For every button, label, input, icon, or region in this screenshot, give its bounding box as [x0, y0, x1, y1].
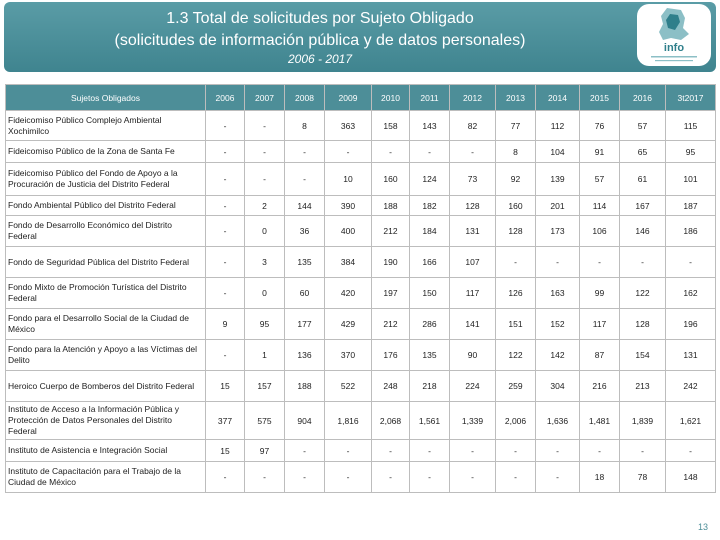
value-cell: 177 [285, 309, 325, 340]
value-cell: 167 [620, 196, 666, 216]
value-cell: 154 [620, 340, 666, 371]
value-cell: - [285, 163, 325, 196]
value-cell: 106 [580, 216, 620, 247]
value-cell: 163 [536, 278, 580, 309]
value-cell: - [410, 440, 450, 462]
value-cell: 90 [450, 340, 496, 371]
value-cell: 242 [666, 371, 716, 402]
value-cell: 77 [496, 111, 536, 141]
column-header-year: 2010 [372, 85, 410, 111]
value-cell: 124 [410, 163, 450, 196]
value-cell: 400 [325, 216, 372, 247]
value-cell: - [206, 163, 245, 196]
value-cell: - [206, 216, 245, 247]
table-row [6, 111, 716, 141]
value-cell: 522 [325, 371, 372, 402]
value-cell: 286 [410, 309, 450, 340]
value-cell: 135 [285, 247, 325, 278]
value-cell: 128 [450, 196, 496, 216]
value-cell: 384 [325, 247, 372, 278]
column-header-year: 2011 [410, 85, 450, 111]
value-cell: 128 [496, 216, 536, 247]
value-cell: 143 [410, 111, 450, 141]
subject-name-cell: Fondo Mixto de Promoción Turística del Distrito Federal [6, 278, 206, 309]
title-line-1: 1.3 Total de solicitudes por Sujeto Obligado [166, 10, 474, 27]
value-cell: 304 [536, 371, 580, 402]
value-cell: - [325, 141, 372, 163]
value-cell: 148 [666, 462, 716, 493]
value-cell: 8 [285, 111, 325, 141]
subject-name-cell: Heroico Cuerpo de Bomberos del Distrito Federal [6, 371, 206, 402]
value-cell: 92 [496, 163, 536, 196]
value-cell: - [206, 278, 245, 309]
value-cell: 3 [245, 247, 285, 278]
value-cell: 128 [620, 309, 666, 340]
value-cell: 1,816 [325, 402, 372, 440]
value-cell: 107 [450, 247, 496, 278]
value-cell: 112 [536, 111, 580, 141]
value-cell: 2,068 [372, 402, 410, 440]
value-cell: 60 [285, 278, 325, 309]
column-header-year: 2015 [580, 85, 620, 111]
value-cell: 151 [496, 309, 536, 340]
value-cell: 122 [620, 278, 666, 309]
value-cell: - [206, 247, 245, 278]
table-row [6, 371, 716, 402]
value-cell: 197 [372, 278, 410, 309]
value-cell: 150 [410, 278, 450, 309]
subject-name-cell: Fideicomiso Público Complejo Ambiental Xochimilco [6, 111, 206, 141]
value-cell: 65 [620, 141, 666, 163]
subject-name-cell: Fondo para el Desarrollo Social de la Ciudad de México [6, 309, 206, 340]
value-cell: 10 [325, 163, 372, 196]
value-cell: 15 [206, 371, 245, 402]
value-cell: - [372, 462, 410, 493]
column-header-year: 2016 [620, 85, 666, 111]
requests-table [5, 84, 716, 493]
value-cell: - [580, 440, 620, 462]
value-cell: 1,636 [536, 402, 580, 440]
value-cell: 1,481 [580, 402, 620, 440]
value-cell: 224 [450, 371, 496, 402]
value-cell: 390 [325, 196, 372, 216]
cdmx-map-icon [637, 4, 711, 66]
value-cell: 136 [285, 340, 325, 371]
value-cell: 2,006 [496, 402, 536, 440]
table-header-row [6, 85, 716, 111]
column-header-year: 2013 [496, 85, 536, 111]
value-cell: 152 [536, 309, 580, 340]
value-cell: 196 [666, 309, 716, 340]
value-cell: - [245, 462, 285, 493]
value-cell: - [372, 141, 410, 163]
value-cell: 142 [536, 340, 580, 371]
table-row [6, 462, 716, 493]
value-cell: 146 [620, 216, 666, 247]
value-cell: 97 [245, 440, 285, 462]
table-row [6, 141, 716, 163]
column-header-year: 2008 [285, 85, 325, 111]
value-cell: 213 [620, 371, 666, 402]
value-cell: 176 [372, 340, 410, 371]
column-header-year: 2009 [325, 85, 372, 111]
value-cell: - [245, 141, 285, 163]
value-cell: 370 [325, 340, 372, 371]
subject-name-cell: Instituto de Capacitación para el Trabajo de la Ciudad de México [6, 462, 206, 493]
value-cell: - [580, 247, 620, 278]
value-cell: - [206, 111, 245, 141]
subject-name-cell: Instituto de Acceso a la Información Pública y Protección de Datos Personales del Distrito Federal [6, 402, 206, 440]
value-cell: - [325, 462, 372, 493]
value-cell: 61 [620, 163, 666, 196]
value-cell: 190 [372, 247, 410, 278]
value-cell: - [285, 462, 325, 493]
value-cell: 1 [245, 340, 285, 371]
value-cell: - [620, 247, 666, 278]
value-cell: 57 [580, 163, 620, 196]
value-cell: 188 [372, 196, 410, 216]
value-cell: 2 [245, 196, 285, 216]
value-cell: 157 [245, 371, 285, 402]
column-header-subject: Sujetos Obligados [6, 85, 206, 111]
value-cell: 248 [372, 371, 410, 402]
value-cell: 139 [536, 163, 580, 196]
page-number: 13 [697, 522, 708, 532]
value-cell: 115 [666, 111, 716, 141]
value-cell: 160 [496, 196, 536, 216]
value-cell: - [666, 247, 716, 278]
value-cell: 73 [450, 163, 496, 196]
value-cell: - [450, 462, 496, 493]
value-cell: 126 [496, 278, 536, 309]
requests-table-container [5, 84, 715, 493]
value-cell: 162 [666, 278, 716, 309]
value-cell: 76 [580, 111, 620, 141]
value-cell: - [666, 440, 716, 462]
value-cell: 377 [206, 402, 245, 440]
value-cell: 212 [372, 309, 410, 340]
value-cell: - [245, 111, 285, 141]
value-cell: 144 [285, 196, 325, 216]
value-cell: - [450, 141, 496, 163]
table-row [6, 196, 716, 216]
value-cell: 78 [620, 462, 666, 493]
table-row [6, 247, 716, 278]
value-cell: 9 [206, 309, 245, 340]
table-row [6, 216, 716, 247]
value-cell: 131 [450, 216, 496, 247]
value-cell: 87 [580, 340, 620, 371]
value-cell: - [496, 462, 536, 493]
value-cell: - [206, 462, 245, 493]
value-cell: 212 [372, 216, 410, 247]
table-row [6, 163, 716, 196]
value-cell: 91 [580, 141, 620, 163]
value-cell: - [285, 440, 325, 462]
value-cell: 429 [325, 309, 372, 340]
value-cell: 420 [325, 278, 372, 309]
column-header-year: 2007 [245, 85, 285, 111]
subject-name-cell: Fondo para la Atención y Apoyo a las Víctimas del Delito [6, 340, 206, 371]
value-cell: 1,839 [620, 402, 666, 440]
subject-name-cell: Fondo de Desarrollo Económico del Distrito Federal [6, 216, 206, 247]
subject-name-cell: Fideicomiso Público del Fondo de Apoyo a la Procuración de Justicia del Distrito Federal [6, 163, 206, 196]
value-cell: 173 [536, 216, 580, 247]
value-cell: 187 [666, 196, 716, 216]
value-cell: 160 [372, 163, 410, 196]
subject-name-cell: Fondo de Seguridad Pública del Distrito Federal [6, 247, 206, 278]
subject-name-cell: Instituto de Asistencia e Integración Social [6, 440, 206, 462]
table-row [6, 440, 716, 462]
value-cell: - [285, 141, 325, 163]
table-row [6, 309, 716, 340]
column-header-year: 2014 [536, 85, 580, 111]
value-cell: 57 [620, 111, 666, 141]
table-row [6, 402, 716, 440]
value-cell: 218 [410, 371, 450, 402]
value-cell: 101 [666, 163, 716, 196]
value-cell: 36 [285, 216, 325, 247]
subject-name-cell: Fideicomiso Público de la Zona de Santa Fe [6, 141, 206, 163]
value-cell: 184 [410, 216, 450, 247]
value-cell: - [496, 440, 536, 462]
column-header-year: 2006 [206, 85, 245, 111]
value-cell: 8 [496, 141, 536, 163]
value-cell: - [410, 141, 450, 163]
value-cell: 117 [450, 278, 496, 309]
value-cell: - [536, 462, 580, 493]
value-cell: - [410, 462, 450, 493]
table-row [6, 278, 716, 309]
logo-wordmark: info [663, 42, 685, 54]
value-cell: 104 [536, 141, 580, 163]
page-title [0, 8, 640, 52]
value-cell: 82 [450, 111, 496, 141]
value-cell: - [536, 440, 580, 462]
value-cell: 99 [580, 278, 620, 309]
value-cell: 0 [245, 216, 285, 247]
value-cell: 216 [580, 371, 620, 402]
value-cell: 141 [450, 309, 496, 340]
value-cell: - [325, 440, 372, 462]
value-cell: 122 [496, 340, 536, 371]
value-cell: 158 [372, 111, 410, 141]
info-logo [637, 4, 711, 66]
value-cell: 182 [410, 196, 450, 216]
value-cell: 131 [666, 340, 716, 371]
value-cell: - [206, 196, 245, 216]
value-cell: 166 [410, 247, 450, 278]
value-cell: - [536, 247, 580, 278]
value-cell: 15 [206, 440, 245, 462]
value-cell: - [206, 141, 245, 163]
column-header-year: 2012 [450, 85, 496, 111]
value-cell: 1,339 [450, 402, 496, 440]
title-line-2: (solicitudes de información pública y de datos personales) [114, 32, 526, 49]
column-header-year: 3t2017 [666, 85, 716, 111]
value-cell: 135 [410, 340, 450, 371]
value-cell: - [206, 340, 245, 371]
value-cell: - [620, 440, 666, 462]
value-cell: 1,621 [666, 402, 716, 440]
value-cell: 188 [285, 371, 325, 402]
year-range-subtitle: 2006 - 2017 [287, 52, 353, 66]
value-cell: 18 [580, 462, 620, 493]
value-cell: 114 [580, 196, 620, 216]
table-body [6, 111, 716, 493]
value-cell: 186 [666, 216, 716, 247]
table-row [6, 340, 716, 371]
value-cell: 95 [245, 309, 285, 340]
value-cell: - [372, 440, 410, 462]
value-cell: 117 [580, 309, 620, 340]
value-cell: 1,561 [410, 402, 450, 440]
value-cell: - [450, 440, 496, 462]
value-cell: 575 [245, 402, 285, 440]
value-cell: - [496, 247, 536, 278]
value-cell: - [245, 163, 285, 196]
value-cell: 259 [496, 371, 536, 402]
value-cell: 0 [245, 278, 285, 309]
value-cell: 95 [666, 141, 716, 163]
value-cell: 363 [325, 111, 372, 141]
value-cell: 904 [285, 402, 325, 440]
subject-name-cell: Fondo Ambiental Público del Distrito Federal [6, 196, 206, 216]
value-cell: 201 [536, 196, 580, 216]
